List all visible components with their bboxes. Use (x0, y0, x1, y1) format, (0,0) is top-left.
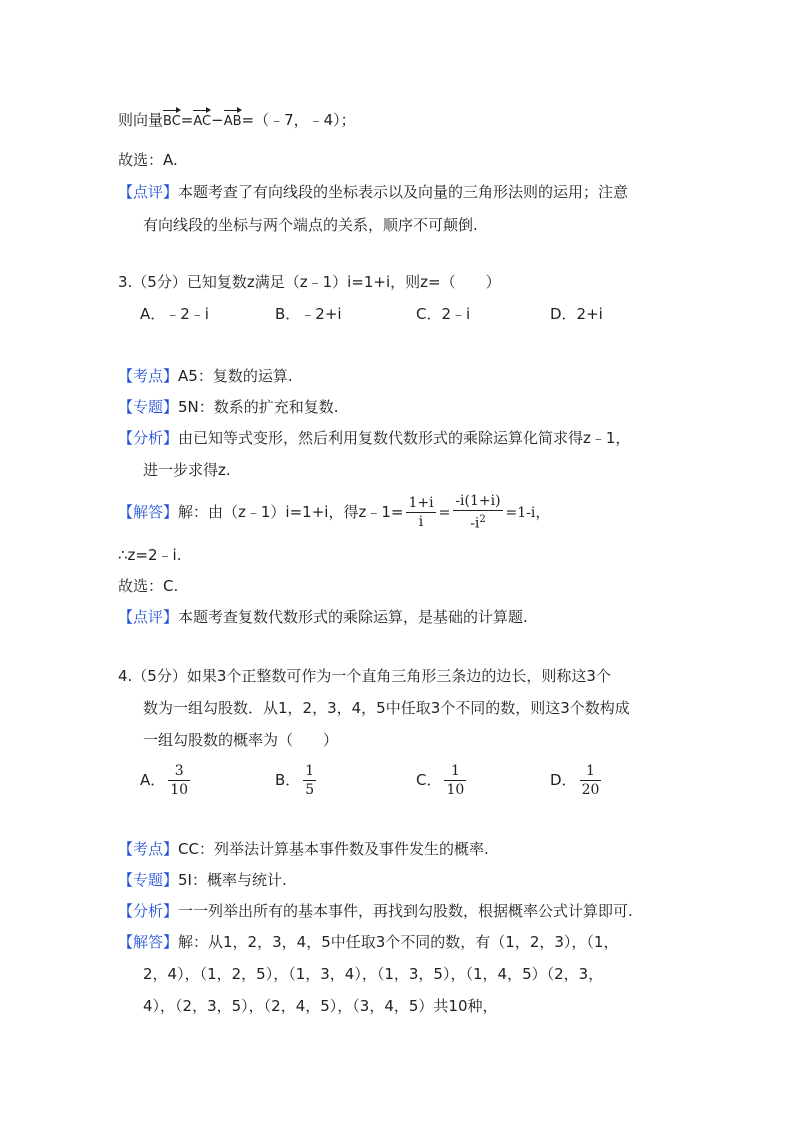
q4-option-d (550, 760, 604, 800)
q4-stem-line3: 一组勾股数的概率为（ ） (143, 731, 339, 749)
q3-review-text: 本题考查复数代数形式的乘除运算，是基础的计算题. (178, 608, 528, 626)
fraction-2-den-exponent: 2 (479, 514, 486, 526)
vector-suffix: =（﹣7，﹣4）； (241, 111, 356, 129)
q4-option-b-fraction (303, 762, 316, 799)
q4-stem-line2: 数为一组勾股数．从1，2，3，4，5中任取3个不同的数，则这3个数构成 (143, 699, 630, 717)
q4-fenxi (118, 901, 633, 921)
zhuanti-tag: 【专题】 (118, 398, 179, 416)
q3-therefore: ∴z=2﹣i. (118, 546, 182, 564)
q4-option-d-den: 20 (581, 782, 600, 798)
jieda-prefix: 解：由（z﹣1）i=1+i，得z﹣1= (178, 503, 404, 521)
q3-choice: 故选：C. (118, 577, 179, 595)
result-comma: ， (535, 503, 551, 521)
q3-option-b: B．﹣2+i (275, 305, 342, 323)
minus-sign: − (211, 111, 224, 129)
q4-option-a (140, 760, 193, 800)
q3-jieda-line (118, 490, 550, 535)
fenxi-tag: 【分析】 (118, 429, 179, 447)
q4-option-a-label: A． (140, 771, 166, 789)
review-text-1: 本题考查了有向线段的坐标表示以及向量的三角形法则的运用；注意 (178, 183, 629, 201)
vector-result-line (118, 108, 356, 132)
q4-option-c-label: C． (416, 771, 442, 789)
vector-bc: BC (163, 108, 181, 132)
fraction-1-denominator: i (418, 514, 424, 530)
q3-option-c: C．2﹣i (416, 305, 471, 323)
q4-stem-line1: 4.（5分）如果3个正整数可作为一个直角三角形三条边的边长，则称这3个 (118, 667, 611, 685)
q3-zhuanti (118, 397, 339, 417)
fenxi-text-1: 由已知等式变形，然后利用复数代数形式的乘除运算化简求得z﹣1， (178, 429, 631, 447)
q4-option-a-fraction (168, 762, 190, 799)
p1-review-line2: 有向线段的坐标与两个端点的关系，顺序不可颠倒. (143, 216, 478, 234)
q3-kaodian (118, 366, 293, 386)
vector-ac: AC (193, 108, 211, 132)
q3-stem: 3.（5分）已知复数z满足（z﹣1）i=1+i，则z=（ ） (118, 273, 501, 291)
q4-jieda-tag: 【解答】 (118, 933, 179, 951)
q4-zhuanti-tag: 【专题】 (118, 871, 179, 889)
fraction-1-numerator: 1+i (408, 495, 434, 511)
q4-option-d-label: D． (550, 771, 577, 789)
fraction-2-denominator (453, 511, 502, 533)
q4-option-d-fraction (580, 762, 602, 799)
q4-kaodian (118, 839, 489, 859)
q4-option-d-num: 1 (580, 762, 602, 781)
fraction-2 (453, 492, 502, 533)
q3-option-a: A．﹣2﹣i (140, 305, 209, 323)
q4-option-c-num: 1 (444, 762, 466, 781)
q4-fenxi-tag: 【分析】 (118, 902, 179, 920)
q4-jieda-line2: 2，4），（1，2，5），（1，3，4），（1，3，5），（1，4，5）（2，3， (143, 965, 604, 983)
q4-option-c-den: 10 (446, 782, 465, 798)
q4-kaodian-tag: 【考点】 (118, 840, 179, 858)
q4-option-b-den: 5 (305, 782, 315, 798)
q3-fenxi-line1 (118, 428, 630, 448)
fraction-1 (406, 494, 435, 531)
q4-option-c-fraction (444, 762, 466, 799)
q4-fenxi-text: 一一列举出所有的基本事件，再找到勾股数，根据概率公式计算即可. (178, 902, 633, 920)
vector-prefix: 则向量 (118, 111, 164, 129)
q4-option-c (416, 760, 469, 800)
q4-option-a-num: 3 (168, 762, 190, 781)
equals-sign-2: = (438, 505, 451, 521)
q4-option-b (275, 760, 319, 800)
vector-ab: AB (224, 108, 242, 132)
q3-option-d: D．2+i (550, 305, 603, 323)
q4-zhuanti-text: 5I：概率与统计. (178, 871, 287, 889)
q4-jieda-line3: 4），（2，3，5），（2，4，5），（3，4，5）共10种， (143, 997, 498, 1015)
q3-review (118, 607, 528, 627)
zhuanti-text: 5N：数系的扩充和复数. (178, 398, 339, 416)
q4-kaodian-text: CC：列举法计算基本事件数及事件发生的概率. (178, 840, 489, 858)
q4-jieda-text-1: 解：从1，2，3，4，5中任取3个不同的数，有（1，2，3），（1， (178, 933, 619, 951)
fraction-2-den-base: -i (470, 515, 480, 532)
p1-review-line1 (118, 182, 628, 202)
kaodian-text: A5：复数的运算. (178, 367, 293, 385)
result-tail: =1-i (505, 505, 536, 521)
q3-review-tag: 【点评】 (118, 608, 179, 626)
equals-sign: = (180, 111, 194, 129)
q4-jieda-line1 (118, 932, 618, 952)
q4-option-a-den: 10 (170, 782, 189, 798)
p1-choice: 故选：A. (118, 151, 178, 169)
q4-option-b-label: B． (275, 771, 301, 789)
jieda-tag: 【解答】 (118, 503, 179, 521)
q4-option-b-num: 1 (305, 763, 315, 779)
fraction-2-numerator: -i(1+i) (455, 493, 501, 510)
q4-zhuanti (118, 870, 287, 890)
kaodian-tag: 【考点】 (118, 367, 179, 385)
q3-fenxi-line2: 进一步求得z. (143, 461, 231, 479)
review-tag: 【点评】 (118, 183, 179, 201)
